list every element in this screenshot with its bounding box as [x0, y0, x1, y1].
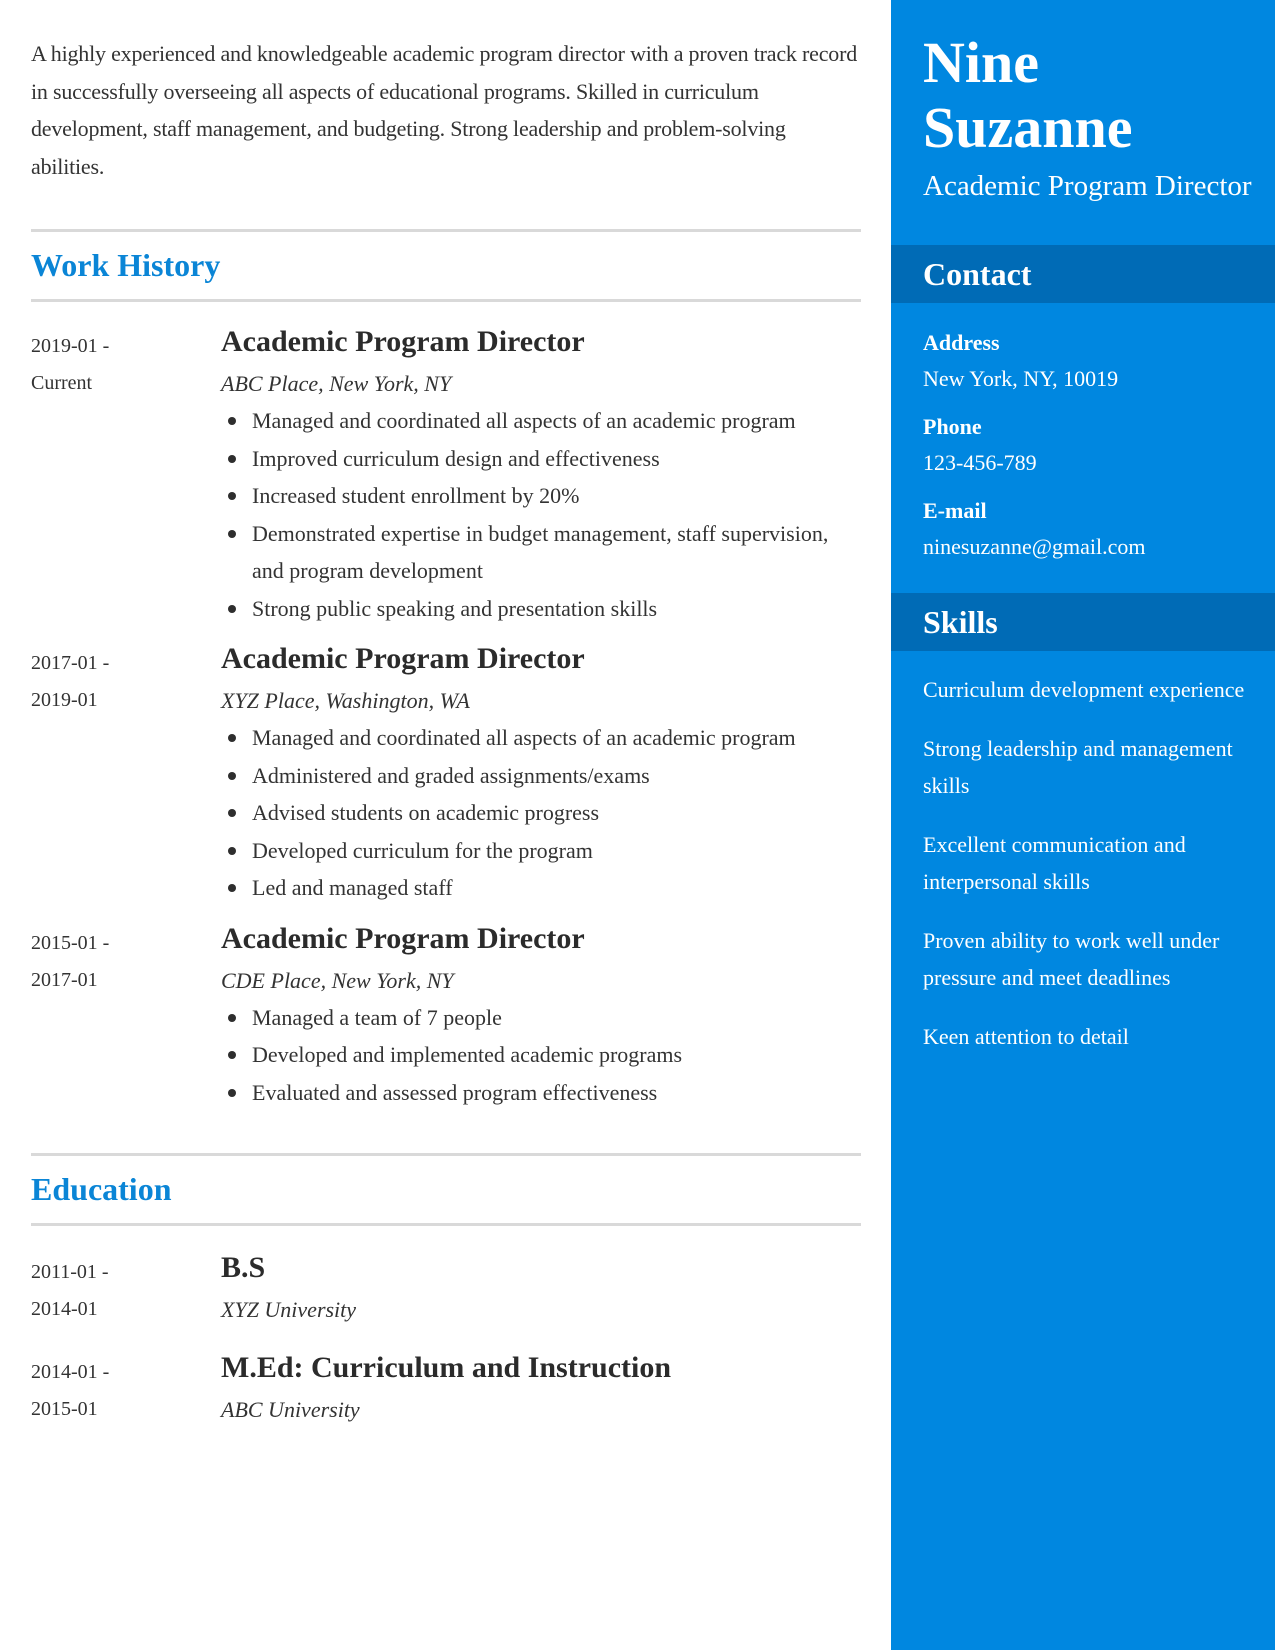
date-end: Current	[31, 372, 93, 394]
job-title: Academic Program Director	[221, 325, 585, 358]
contact-block	[891, 303, 1275, 565]
date-start: 2011-01 -	[31, 1261, 109, 1283]
bullet-icon	[228, 734, 236, 742]
job-place: ABC Place, New York, NY	[221, 371, 452, 396]
bullet-text: Administered and graded assignments/exams	[252, 762, 650, 788]
bullet-text: Managed and coordinated all aspects of an academic program	[252, 408, 796, 433]
sidebar	[891, 0, 1275, 1650]
job-body	[221, 919, 861, 1112]
skill-item: Proven ability to work well under pressure and meet deadlines	[923, 927, 1220, 990]
date-end: 2017-01	[31, 968, 98, 991]
bullet-text: Advised students on academic progress	[252, 800, 600, 825]
skills-heading-band	[891, 593, 1275, 651]
bullet-item	[221, 440, 861, 478]
job-title: Academic Program Director	[221, 921, 585, 955]
bullet-text: Developed curriculum for the program	[252, 837, 593, 863]
education-heading: Education	[31, 1171, 172, 1207]
bullet-text: Developed and implemented academic programs	[252, 1042, 683, 1067]
skills-heading: Skills	[923, 603, 998, 640]
school: XYZ University	[221, 1297, 357, 1322]
job-dates	[31, 639, 221, 907]
education-dates	[31, 1348, 221, 1428]
bullet-item	[221, 515, 861, 590]
education-entry	[31, 1348, 861, 1428]
job-dates	[31, 919, 221, 1112]
first-name: Nine	[923, 30, 1039, 95]
address-label: Address	[923, 330, 1000, 355]
skills-list	[891, 651, 1275, 1055]
bullet-text: Led and managed staff	[252, 875, 453, 900]
bullet-text: Demonstrated expertise in budget management, staff supervision, and program development	[252, 520, 829, 583]
job-entry	[31, 639, 861, 907]
bullet-icon	[228, 772, 236, 780]
job-title: Academic Program Director	[221, 642, 585, 675]
email-label: E-mail	[923, 498, 987, 523]
education-entry	[31, 1248, 861, 1328]
job-entry	[31, 919, 861, 1112]
degree: M.Ed: Curriculum and Instruction	[221, 1351, 672, 1384]
bullet-icon	[228, 809, 236, 817]
job-body	[221, 639, 861, 907]
date-end: 2015-01	[31, 1398, 98, 1420]
bullet-icon	[228, 605, 236, 613]
date-start: 2017-01 -	[31, 652, 110, 674]
date-start: 2014-01 -	[31, 1361, 110, 1383]
bullet-item	[221, 477, 861, 515]
bullet-icon	[228, 530, 236, 538]
bullet-icon	[228, 417, 236, 425]
skill-item: Curriculum development experience	[923, 677, 1245, 702]
education-body	[221, 1248, 861, 1328]
job-body	[221, 322, 861, 627]
last-name: Suzanne	[923, 95, 1133, 160]
bullet-item	[221, 999, 861, 1037]
phone-label: Phone	[923, 414, 982, 439]
main-column	[31, 0, 861, 1428]
divider	[31, 1223, 861, 1226]
bullet-item	[221, 757, 861, 795]
bullet-item	[221, 402, 861, 440]
bullet-icon	[228, 1014, 236, 1022]
role-title: Academic Program Director	[923, 170, 1252, 202]
bullet-text: Strong public speaking and presentation skills	[252, 595, 658, 621]
job-bullets	[221, 402, 861, 627]
skill-item: Keen attention to detail	[923, 1023, 1129, 1049]
bullet-icon	[228, 847, 236, 855]
bullet-text: Managed a team of 7 people	[252, 1004, 502, 1030]
job-entry	[31, 322, 861, 627]
bullet-text: Improved curriculum design and effectiveness	[252, 445, 660, 471]
bullet-item	[221, 1074, 861, 1112]
date-start: 2019-01 -	[31, 335, 110, 357]
address-value: New York, NY, 10019	[923, 366, 1119, 391]
job-place: CDE Place, New York, NY	[221, 967, 454, 993]
date-start: 2015-01 -	[31, 931, 110, 954]
contact-heading: Contact	[923, 255, 1032, 292]
bullet-item	[221, 832, 861, 870]
bullet-text: Evaluated and assessed program effectiveness	[252, 1079, 658, 1105]
job-bullets	[221, 719, 861, 907]
divider	[31, 299, 861, 302]
bullet-item	[221, 590, 861, 628]
education-body	[221, 1348, 861, 1428]
job-bullets	[221, 999, 861, 1112]
name-block	[891, 0, 1275, 205]
job-place: XYZ Place, Washington, WA	[221, 688, 470, 713]
bullet-icon	[228, 1051, 236, 1059]
date-end: 2019-01	[31, 689, 98, 711]
contact-heading-band	[891, 245, 1275, 303]
bullet-item	[221, 794, 861, 832]
date-end: 2014-01	[31, 1298, 98, 1320]
skill-item: Strong leadership and management skills	[923, 735, 1233, 798]
phone-value: 123-456-789	[923, 450, 1037, 475]
bullet-text: Managed and coordinated all aspects of an academic program	[252, 725, 796, 750]
bullet-item	[221, 1036, 861, 1074]
bullet-text: Increased student enrollment by 20%	[252, 483, 580, 508]
degree: B.S	[221, 1251, 266, 1284]
bullet-icon	[228, 1089, 236, 1097]
school: ABC University	[221, 1397, 360, 1422]
skill-item: Excellent communication and interpersonal skills	[923, 831, 1186, 894]
summary-text: A highly experienced and knowledgeable academic program director with a proven track record in successfully overseeing all aspects of educational programs. Skilled in curriculum development, staff management, and budgeting. Strong leadership and problem-solving abilities.	[31, 41, 857, 179]
email-value[interactable]: ninesuzanne@gmail.com	[923, 534, 1146, 559]
education-dates	[31, 1248, 221, 1328]
bullet-icon	[228, 455, 236, 463]
bullet-item	[221, 869, 861, 907]
bullet-item	[221, 719, 861, 757]
bullet-icon	[228, 884, 236, 892]
job-dates	[31, 322, 221, 627]
bullet-icon	[228, 492, 236, 500]
work-history-heading: Work History	[31, 247, 221, 283]
